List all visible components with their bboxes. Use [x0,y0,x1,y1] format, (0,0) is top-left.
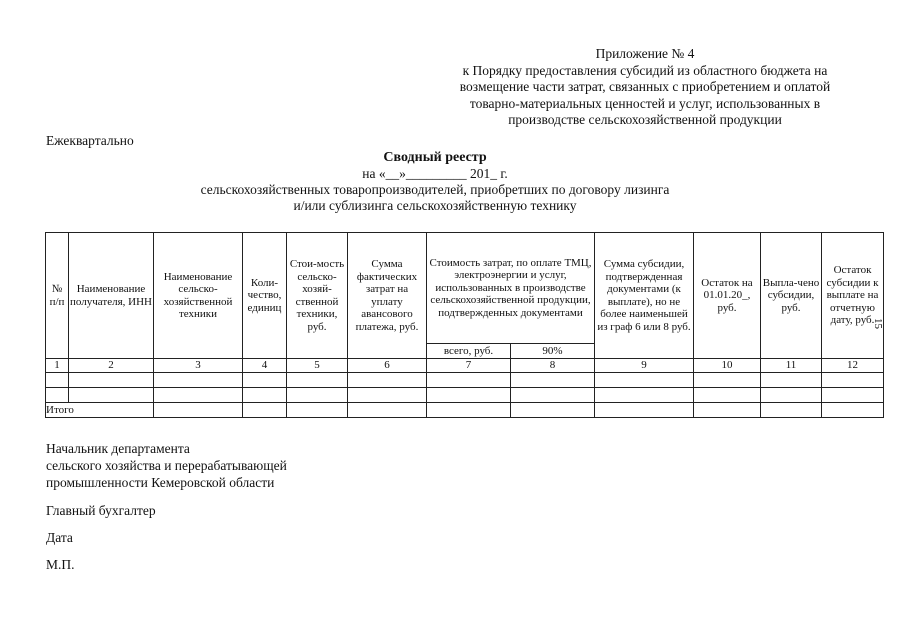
column-number: 2 [69,359,154,373]
column-number: 7 [427,359,511,373]
table-cell[interactable] [243,373,287,388]
signature-line: сельского хозяйства и перерабатывающей [46,458,287,473]
column-number: 3 [154,359,243,373]
table-row [46,388,884,403]
header-cell: Остаток субсидии к выплате на отчетную дату, руб. [822,233,884,359]
table-cell[interactable] [287,373,348,388]
document-title: Сводный реестр [383,150,487,165]
appendix-line: к Порядку предоставления субсидий из областного бюджета на [462,62,828,78]
column-number: 8 [511,359,595,373]
frequency-label: Ежеквартально [46,133,134,148]
header-cell: Выпла-чено субсидии, руб. [761,233,822,359]
date-signature: Дата [46,530,73,545]
header-cell: № п/п [46,233,69,359]
subtitle-line: сельскохозяйственных товаропроизводителей, приобретших по договору лизинга [200,182,670,197]
register-table [45,232,884,418]
table-cell[interactable] [511,388,595,403]
stamp-label: М.П. [46,557,75,572]
header-cell: 90% [511,344,595,359]
appendix-line: производстве сельскохозяйственной продукции [508,112,782,127]
table-cell[interactable] [694,388,761,403]
header-cell: Наименование получателя, ИНН [69,233,154,359]
title-block [150,150,720,214]
total-label: Итого [46,403,154,418]
column-number: 1 [46,359,69,373]
table-cell[interactable] [46,373,69,388]
header-cell: всего, руб. [427,344,511,359]
table-cell[interactable] [69,388,154,403]
header-cell: Сумма субсидии, подтвержденная документами (к выплате), но не более наименьшей из граф 6 или 8 руб. [595,233,694,359]
table-cell[interactable] [243,403,287,418]
table-cell[interactable] [822,403,884,418]
table-cell[interactable] [595,388,694,403]
header-row [46,233,884,344]
department-head-signature [46,440,287,491]
table-cell[interactable] [69,373,154,388]
table-cell[interactable] [694,373,761,388]
table-row [46,373,884,388]
table-cell[interactable] [154,403,243,418]
table-cell[interactable] [761,388,822,403]
column-number: 6 [348,359,427,373]
date-line: на «__»_________ 201_ г. [362,166,508,181]
appendix-number: Приложение № 4 [595,46,695,61]
column-number-row [46,359,884,373]
signature-line: Начальник департамента [46,441,190,456]
column-number: 9 [595,359,694,373]
table-cell[interactable] [348,403,427,418]
header-cell: Остаток на 01.01.20_, руб. [694,233,761,359]
table-cell[interactable] [427,403,511,418]
header-cell: Стоимость затрат, по оплате ТМЦ, электроэнергии и услуг, использованных в производстве сельскохозяйственной продукции, подтвержденных документами [427,233,595,344]
accountant-signature: Главный бухгалтер [46,503,156,518]
appendix-line: товарно-материальных ценностей и услуг, использованных в [469,95,821,111]
appendix-line: возмещение части затрат, связанных с приобретением и оплатой [459,79,831,94]
table-cell[interactable] [427,373,511,388]
table-cell[interactable] [348,388,427,403]
column-number: 4 [243,359,287,373]
signature-line: промышленности Кемеровской области [46,475,275,490]
column-number: 10 [694,359,761,373]
header-cell: Коли-чество, единиц [243,233,287,359]
table-cell[interactable] [154,373,243,388]
total-row [46,403,884,418]
table-cell[interactable] [511,373,595,388]
table-cell[interactable] [761,373,822,388]
table-cell[interactable] [154,388,243,403]
subtitle-line: и/или сублизинга сельскохозяйственную технику [293,198,577,213]
table-cell[interactable] [287,388,348,403]
table-cell[interactable] [287,403,348,418]
table-cell[interactable] [348,373,427,388]
table-cell[interactable] [427,388,511,403]
table-cell[interactable] [595,373,694,388]
column-number: 11 [761,359,822,373]
table-cell[interactable] [761,403,822,418]
table-cell[interactable] [595,403,694,418]
column-number: 5 [287,359,348,373]
appendix-header [420,46,870,129]
table-cell[interactable] [694,403,761,418]
header-cell: Наименование сельско-хозяйственной техники [154,233,243,359]
header-cell: Сумма фактических затрат на уплату авансового платежа, руб. [348,233,427,359]
table-cell[interactable] [243,388,287,403]
table-cell[interactable] [511,403,595,418]
table-cell[interactable] [46,388,69,403]
table-cell[interactable] [822,388,884,403]
column-number: 12 [822,359,884,373]
table-cell[interactable] [822,373,884,388]
page-number: 15 [872,318,884,329]
header-cell: Стои-мость сельско-хозяй-ственной техники, руб. [287,233,348,359]
